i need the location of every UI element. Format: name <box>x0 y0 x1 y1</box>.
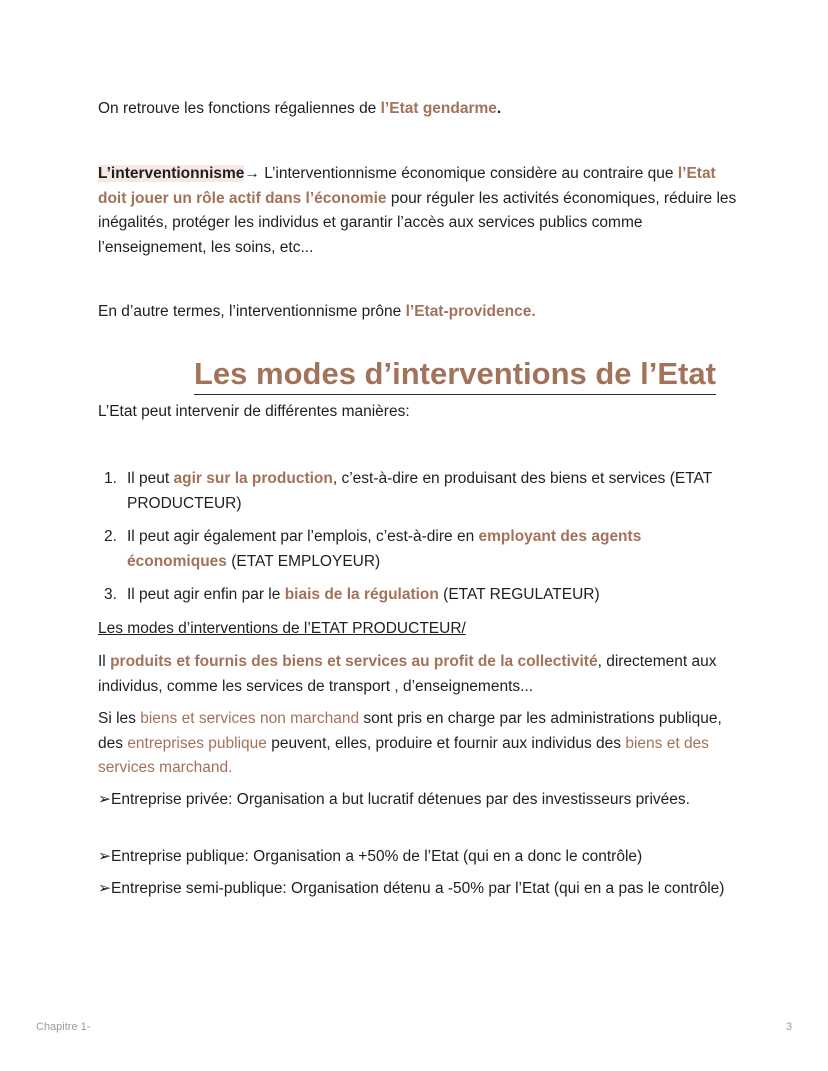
text-span: En d’autre termes, l’interventionnisme prône <box>98 303 406 320</box>
accent-text: entreprises publique <box>127 734 267 752</box>
list-number: 1. <box>104 470 117 487</box>
list-number: 2. <box>104 528 117 545</box>
list-item-text: Il peut agir sur la production, c’est-à-dire en produisant des biens et services (ETAT PRODUCTEUR) <box>127 470 712 512</box>
text-span: pour réguler les activités économiques, réduire les inégalités, protéger les individus et garantir l’accès aux services publics comme l’enseignement, les soins, etc... <box>98 189 737 256</box>
paragraph-etat-producteur: Il produits et fournis des biens et services au profit de la collectivité, directement aux individus, comme les services de transport , d’enseignements... <box>98 653 717 695</box>
paragraph-biens-services: Si les biens et services non marchand sont pris en charge par les administrations publique, des entreprises publique peuvent, elles, produire et fournir aux individus des biens et des services marchand. <box>98 710 722 776</box>
accent-text: l’Etat gendarme <box>380 100 497 117</box>
text-span: On retrouve les fonctions régaliennes de <box>98 100 381 117</box>
footer-chapter: Chapitre 1- <box>36 1021 91 1033</box>
accent-text: l’Etat-providence. <box>405 303 536 320</box>
list-number: 3. <box>104 586 117 603</box>
footer-page-number: 3 <box>786 1021 793 1033</box>
accent-text: agir sur la production <box>173 470 333 487</box>
accent-text: employant des agents économiques <box>127 528 642 570</box>
arrow-icon: → <box>244 165 260 182</box>
bullet-entreprise-privee: ➢Entreprise privée: Organisation a but lucratif détenues par des investisseurs privées. <box>98 791 690 808</box>
bullet-entreprise-publique: ➢Entreprise publique: Organisation a +50% de l’Etat (qui en a donc le contrôle) <box>98 848 643 865</box>
list-item-text: Il peut agir également par l’emplois, c’est-à-dire en employant des agents économiques (ETAT EMPLOYEUR) <box>127 528 642 570</box>
highlighted-term: L’interventionnisme <box>98 165 245 182</box>
text-span: L’interventionnisme économique considère au contraire que <box>259 165 678 182</box>
accent-text: biais de la régulation <box>284 586 439 603</box>
subheading: Les modes d’interventions de l’ETAT PRODUCTEUR/ <box>98 620 466 637</box>
paragraph-etat-providence <box>98 300 738 325</box>
accent-text: l’Etat doit jouer un rôle actif dans l’économie <box>98 165 716 207</box>
intro-text: L’Etat peut intervenir de différentes manières: <box>98 403 410 420</box>
bullet-entreprise-semi-publique: ➢Entreprise semi-publique: Organisation détenu a -50% par l’Etat (qui en a pas le contrôle) <box>98 880 725 897</box>
accent-text: biens et des services marchand. <box>98 734 709 776</box>
accent-text: biens et services non marchand <box>140 710 360 727</box>
list-item-text: Il peut agir enfin par le biais de la régulation (ETAT REGULATEUR) <box>127 586 600 603</box>
paragraph-etat-gendarme <box>98 97 738 122</box>
text-span: . <box>496 100 502 117</box>
section-heading: Les modes d’interventions de l’Etat <box>194 354 716 395</box>
accent-text: produits et fournis des biens et services au profit de la collectivité <box>110 653 598 670</box>
paragraph-interventionnisme <box>98 162 738 260</box>
